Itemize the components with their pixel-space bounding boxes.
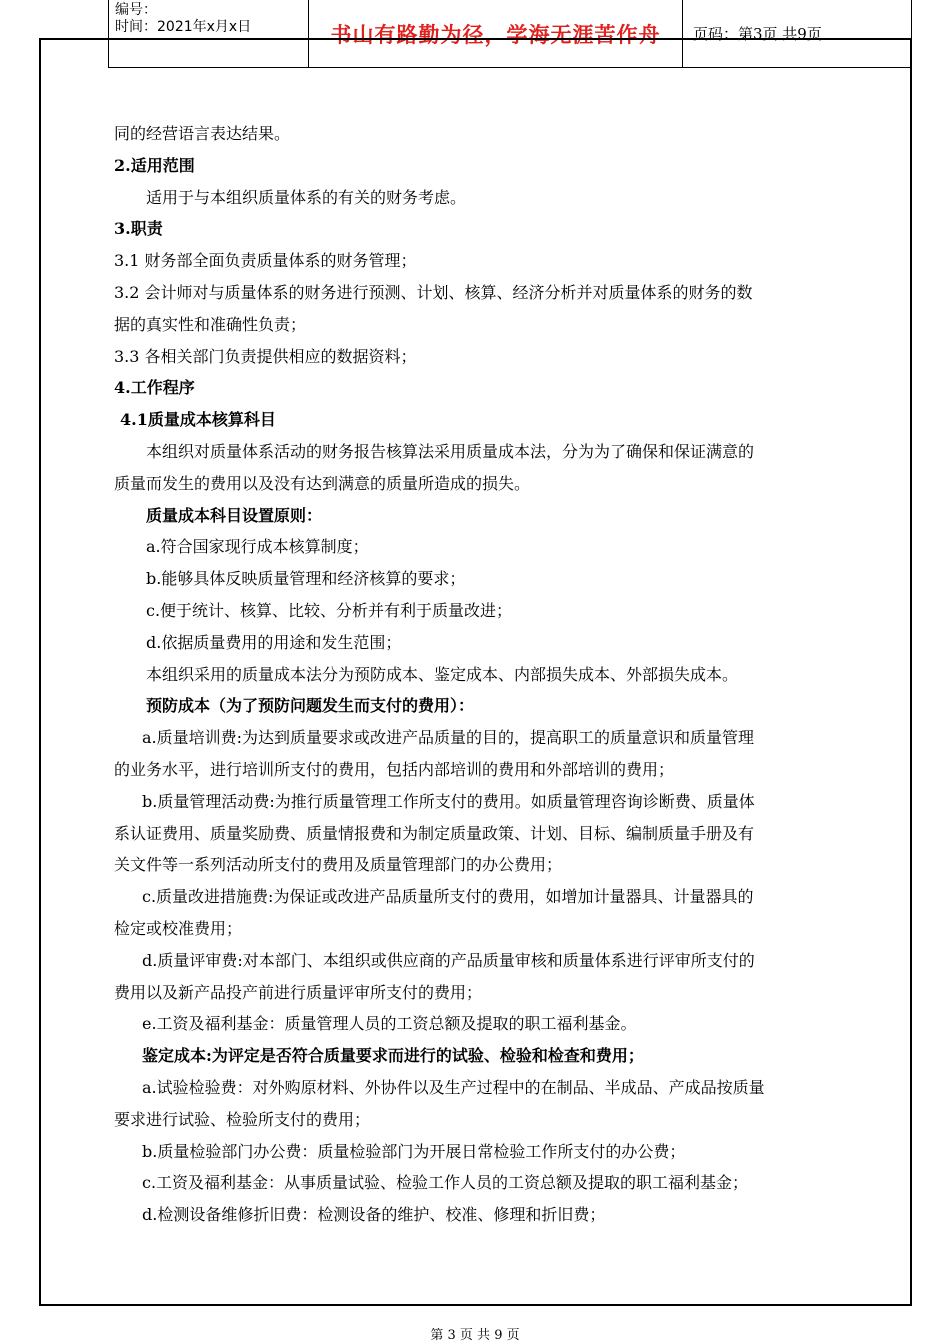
paragraph: 检定或校准费用； — [114, 918, 243, 938]
list-item: a.试验检验费：对外购原材料、外协件以及生产过程中的在制品、半成品、产成品按质量 — [142, 1077, 765, 1097]
list-item: e.工资及福利基金：质量管理人员的工资总额及提取的职工福利基金。 — [142, 1014, 637, 1034]
paragraph: 要求进行试验、检验所支付的费用； — [114, 1109, 371, 1129]
number-label: 编号： — [115, 2, 157, 18]
list-item: a.符合国家现行成本核算制度； — [146, 537, 369, 557]
page-label: 页码：第3页 共9页 — [693, 25, 822, 43]
paragraph: 本组织采用的质量成本法分为预防成本、鉴定成本、内部损失成本、外部损失成本。 — [146, 664, 739, 684]
list-item: c.工资及福利基金：从事质量试验、检验工作人员的工资总额及提取的职工福利基金； — [142, 1173, 749, 1193]
paragraph: 据的真实性和准确性负责； — [114, 314, 307, 334]
list-item: d.检测设备维修折旧费：检测设备的维护、校准、修理和折旧费； — [142, 1205, 606, 1225]
paragraph: 费用以及新产品投产前进行质量评审所支付的费用； — [114, 982, 483, 1002]
section-heading: 4.工作程序 — [114, 378, 195, 398]
paragraph: 关文件等一系列活动所支付的费用及质量管理部门的办公费用； — [114, 855, 563, 875]
bold-heading: 鉴定成本:为评定是否符合质量要求而进行的试验、检验和检查和费用； — [142, 1046, 644, 1066]
paragraph: 系认证费用、质量奖励费、质量情报费和为制定质量政策、计划、目标、编制质量手册及有 — [114, 823, 755, 843]
paragraph: 同的经营语言表达结果。 — [114, 124, 291, 143]
list-item: d.质量评审费:对本部门、本组织或供应商的产品质量审核和质量体系进行评审所支付的 — [142, 950, 755, 970]
subsection-heading: 4.1质量成本核算科目 — [120, 410, 276, 430]
bold-heading: 预防成本（为了预防问题发生而支付的费用）： — [146, 696, 475, 716]
section-heading: 3.职责 — [114, 219, 163, 239]
document-body — [114, 118, 894, 1231]
page-footer: 第 3 页 共 9 页 — [430, 1328, 520, 1343]
list-item: c.质量改进措施费:为保证或改进产品质量所支付的费用，如增加计量器具、计量器具的 — [142, 887, 754, 907]
list-item: b.能够具体反映质量管理和经济核算的要求； — [146, 569, 466, 589]
paragraph: 本组织对质量体系活动的财务报告核算法采用质量成本法，分为为了确保和保证满意的 — [146, 441, 755, 461]
list-item: b.质量管理活动费:为推行质量管理工作所支付的费用。如质量管理咨询诊断费、质量体 — [142, 791, 755, 811]
bold-heading: 质量成本科目设置原则： — [146, 505, 323, 525]
paragraph: 3.3 各相关部门负责提供相应的数据资料； — [114, 346, 417, 366]
list-item: b.质量检验部门办公费：质量检验部门为开展日常检验工作所支付的办公费； — [142, 1141, 686, 1161]
motto: 书山有路勤为径，学海无涯苦作舟 — [330, 21, 661, 47]
section-heading: 2.适用范围 — [114, 155, 195, 175]
time-label: 时间：2021年x月x日 — [115, 19, 252, 35]
paragraph: 3.1 财务部全面负责质量体系的财务管理； — [114, 251, 417, 271]
paragraph: 的业务水平，进行培训所支付的费用，包括内部培训的费用和外部培训的费用； — [114, 759, 675, 779]
paragraph: 质量而发生的费用以及没有达到满意的质量所造成的损失。 — [114, 473, 531, 493]
list-item: a.质量培训费:为达到质量要求或改进产品质量的目的，提高职工的质量意识和质量管理 — [142, 728, 755, 748]
list-item: d.依据质量费用的用途和发生范围； — [146, 632, 402, 652]
list-item: c.便于统计、核算、比较、分析并有利于质量改进； — [146, 600, 513, 620]
paragraph: 适用于与本组织质量体系的有关的财务考虑。 — [146, 187, 467, 207]
paragraph: 3.2 会计师对与质量体系的财务进行预测、计划、核算、经济分析并对质量体系的财务的数 — [114, 282, 753, 302]
